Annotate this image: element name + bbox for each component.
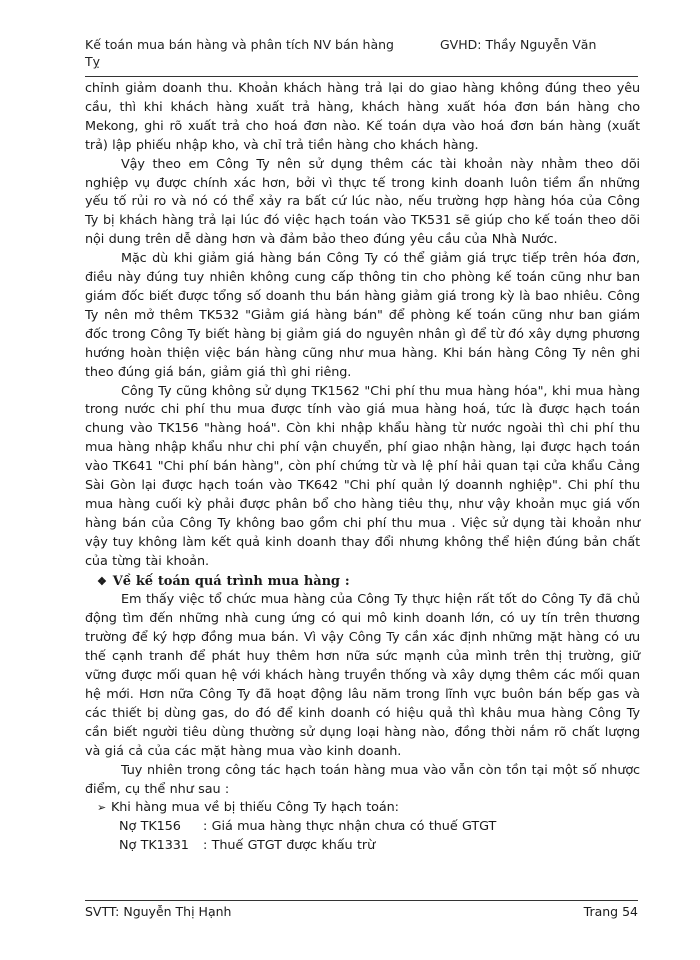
paragraph-4: Công Ty cũng không sử dụng TK1562 "Chi phí thu mua hàng hóa", khi mua hàng trong nước chi phí thu mua được tính vào giá mua hàng hoá, tức là được hạch toán chung vào TK156 "hàng hoá". Còn khi nhập khẩu hàng từ nước ngoài thì chi phí thu mua hàng nhập khẩu như chi phí vận chuyển, phí giao nhận hàng, lại được hạch toán vào TK641 "Chi phí bán hàng", còn phí chứng từ và lệ phí hải quan tại cửa khẩu Cảng Sài Gòn lại được hạch toán vào TK642 "Chi phí quản lý doannh nghiệp". Chi phí thu mua hàng cuối kỳ phải được phân bổ cho hàng tiêu thụ, như vậy khoản mục giá vốn hàng bán của Công Ty không bao gồm chi phí thu mua . Việc sử dụng tài khoản như vậy tuy không làm kết quả kinh doanh thay đổi nhưng không thể hiện đúng bản chất của từng tài khoản. (85, 383, 640, 569)
header-divider (85, 76, 638, 77)
paragraph-2: Vậy theo em Công Ty nên sử dụng thêm các tài khoản này nhằm theo dõi nghiệp vụ được chính xác hơn, bởi vì thực tế trong kinh doanh luôn tiềm ẩn những yếu tố rủi ro và nó có thể xảy ra bất cứ lúc nào, nếu trường hợp hàng hóa của Công Ty bị khách hàng trả lại lúc đó việc hạch toán vào TK531 sẽ giúp cho kế toán theo dõi nội dung trên dễ dàng hơn và đảm bảo theo đúng yêu cầu của Nhà Nước. (85, 156, 640, 248)
paragraph-5: Em thấy việc tổ chức mua hàng của Công Ty thực hiện rất tốt do Công Ty đã chủ động tìm đến những nhà cung ứng có qui mô kinh doanh lớn, có uy tín trên thương trường để ký hợp đồng mua bán. Vì vậy Công Ty cần xác định những mặt hàng có ưu thế cạnh tranh để phát huy thêm hơn nữa sức mạnh của mình trên thị trường, giữ vững được mối quan hệ với khách hàng truyền thống và xây dựng thêm các mối quan hệ mới. Hơn nữa Công Ty đã hoạt động lâu năm trong lĩnh vực buôn bán bếp gas và các thiết bị dùng gas, do đó để kinh doanh có hiệu quả thì khâu mua hàng Công Ty cần biết người tiêu dùng thường sử dụng loại hàng nào, đồng thời nắm rõ chất lượng và giá cả của các mặt hàng mua vào kinh doanh. (85, 592, 640, 759)
entry-account: Nợ TK156 (119, 819, 181, 835)
page-number: Trang 54 (583, 904, 638, 919)
journal-entry-debit-156 (119, 818, 640, 837)
paragraph-6: Tuy nhiên trong công tác hạch toán hàng mua vào vẫn còn tồn tại một số nhược điểm, cụ thể như sau : (85, 762, 640, 797)
list-item-text: Khi hàng mua về bị thiếu Công Ty hạch toán: (111, 800, 399, 816)
entry-account: Nợ TK1331 (119, 838, 189, 854)
list-item (97, 799, 640, 818)
header-title: Kế toán mua bán hàng và phân tích NV bán hàng (85, 37, 394, 52)
paragraph-3: Mặc dù khi giảm giá hàng bán Công Ty có thể giảm giá trực tiếp trên hóa đơn, điều này đúng tuy nhiên không cung cấp thông tin cho phòng kế toán cũng như ban giám đốc biết được tổng số doanh thu bán hàng giảm giá trong kỳ là bao nhiêu. Công Ty nên mở thêm TK532 "Giảm giá hàng bán" để phòng kế toán cũng như ban giám đốc trong Công Ty biết hàng bị giảm giá do nguyên nhân gì để từ đó xây dựng phương hướng hoàn thiện việc bán hàng cũng như mua hàng. Khi bán hàng Công Ty nên ghi theo đúng giá bán, giảm giá thì ghi riêng. (85, 251, 640, 380)
arrow-bullet-icon: ➢ (97, 801, 107, 815)
page-header (85, 36, 630, 70)
paragraph-1: chỉnh giảm doanh thu. Khoản khách hàng trả lại do giao hàng không đúng theo yêu cầu, thì khi khách hàng xuất trả hàng, khách hàng xuất hóa đơn bán hàng cho Mekong, ghi rõ xuất trả cho hoá đơn nào. Kế toán dựa vào hoá đơn bán hàng (xuất trả) lập phiếu nhập kho, và chỉ trả tiền hàng cho khách hàng. (85, 81, 640, 153)
entry-description: : Thuế GTGT được khấu trừ (203, 838, 376, 854)
entry-description: : Giá mua hàng thực nhận chưa có thuế GTGT (203, 819, 497, 835)
diamond-bullet-icon: ❖ (97, 574, 107, 588)
page-body (85, 80, 640, 856)
section-heading (97, 573, 640, 592)
header-advisor: GVHD: Thầy Nguyễn Văn (440, 37, 597, 52)
footer-divider (85, 900, 638, 901)
footer-author: SVTT: Nguyễn Thị Hạnh (85, 904, 232, 919)
header-advisor-continued: Tỵ (85, 54, 101, 69)
journal-entry-debit-1331 (119, 837, 640, 856)
page-footer (85, 904, 638, 920)
section-heading-text: Về kế toán quá trình mua hàng : (112, 573, 350, 589)
